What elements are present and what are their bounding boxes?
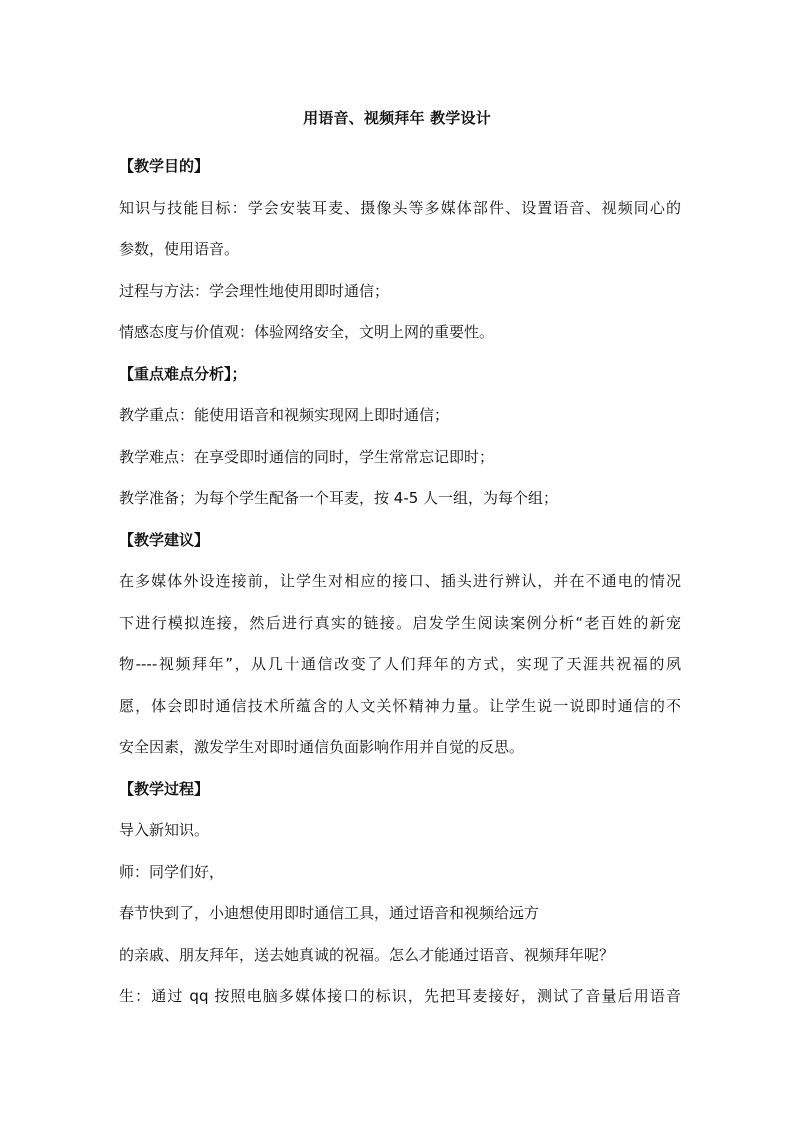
document-body [119, 146, 681, 1018]
body-text-line: 过程与方法：学会理性地使用即时通信； [119, 281, 390, 300]
section-heading: 【教学建议】 [119, 530, 210, 549]
section-heading: 【重点难点分析】； [119, 364, 247, 383]
body-text-line: 下进行模拟连接，然后进行真实的链接。启发学生阅读案例分析“老百姓的新宠 [119, 613, 681, 632]
body-text-line: 知识与技能目标：学会安装耳麦、摄像头等多媒体部件、设置语音、视频同心的 [119, 198, 681, 217]
body-text-line: 物----视频拜年”，从几十通信改变了人们拜年的方式，实现了天涯共祝福的夙 [119, 655, 681, 673]
body-text-line: 教学重点：能使用语音和视频实现网上即时通信； [119, 406, 450, 424]
document-title: 用语音、视频拜年 教学设计 [303, 109, 491, 127]
body-text-line: 情感态度与价值观：体验网络安全，文明上网的重要性。 [119, 323, 495, 341]
section-heading: 【教学过程】 [119, 779, 210, 798]
body-text-line: 师：同学们好， [119, 862, 225, 881]
body-text-line: 导入新知识。 [119, 821, 210, 839]
body-text-line: 生：通过 qq 按照电脑多媒体接口的标识，先把耳麦接好，测试了音量后用语音 [119, 987, 681, 1005]
body-text-line: 教学准备；为每个学生配备一个耳麦，按 4-5 人一组，为每个组； [119, 489, 559, 507]
body-text-line: 参数，使用语音。 [119, 240, 240, 258]
body-text-line: 春节快到了，小迪想使用即时通信工具，通过语音和视频给远方 [119, 904, 540, 922]
body-text-line: 的亲戚、朋友拜年，送去她真诚的祝福。怎么才能通过语音、视频拜年呢？ [119, 945, 615, 964]
body-text-line: 在多媒体外设连接前，让学生对相应的接口、插头进行辨认，并在不通电的情况 [119, 572, 681, 590]
section-heading: 【教学目的】 [119, 157, 210, 175]
body-text-line: 教学难点：在享受即时通信的同时，学生常常忘记即时； [119, 447, 495, 466]
body-text-line: 愿，体会即时通信技术所蕴含的人文关怀精神力量。让学生说一说即时通信的不 [119, 696, 681, 715]
body-text-line: 安全因素，激发学生对即时通信负面影响作用并自觉的反思。 [119, 738, 525, 756]
